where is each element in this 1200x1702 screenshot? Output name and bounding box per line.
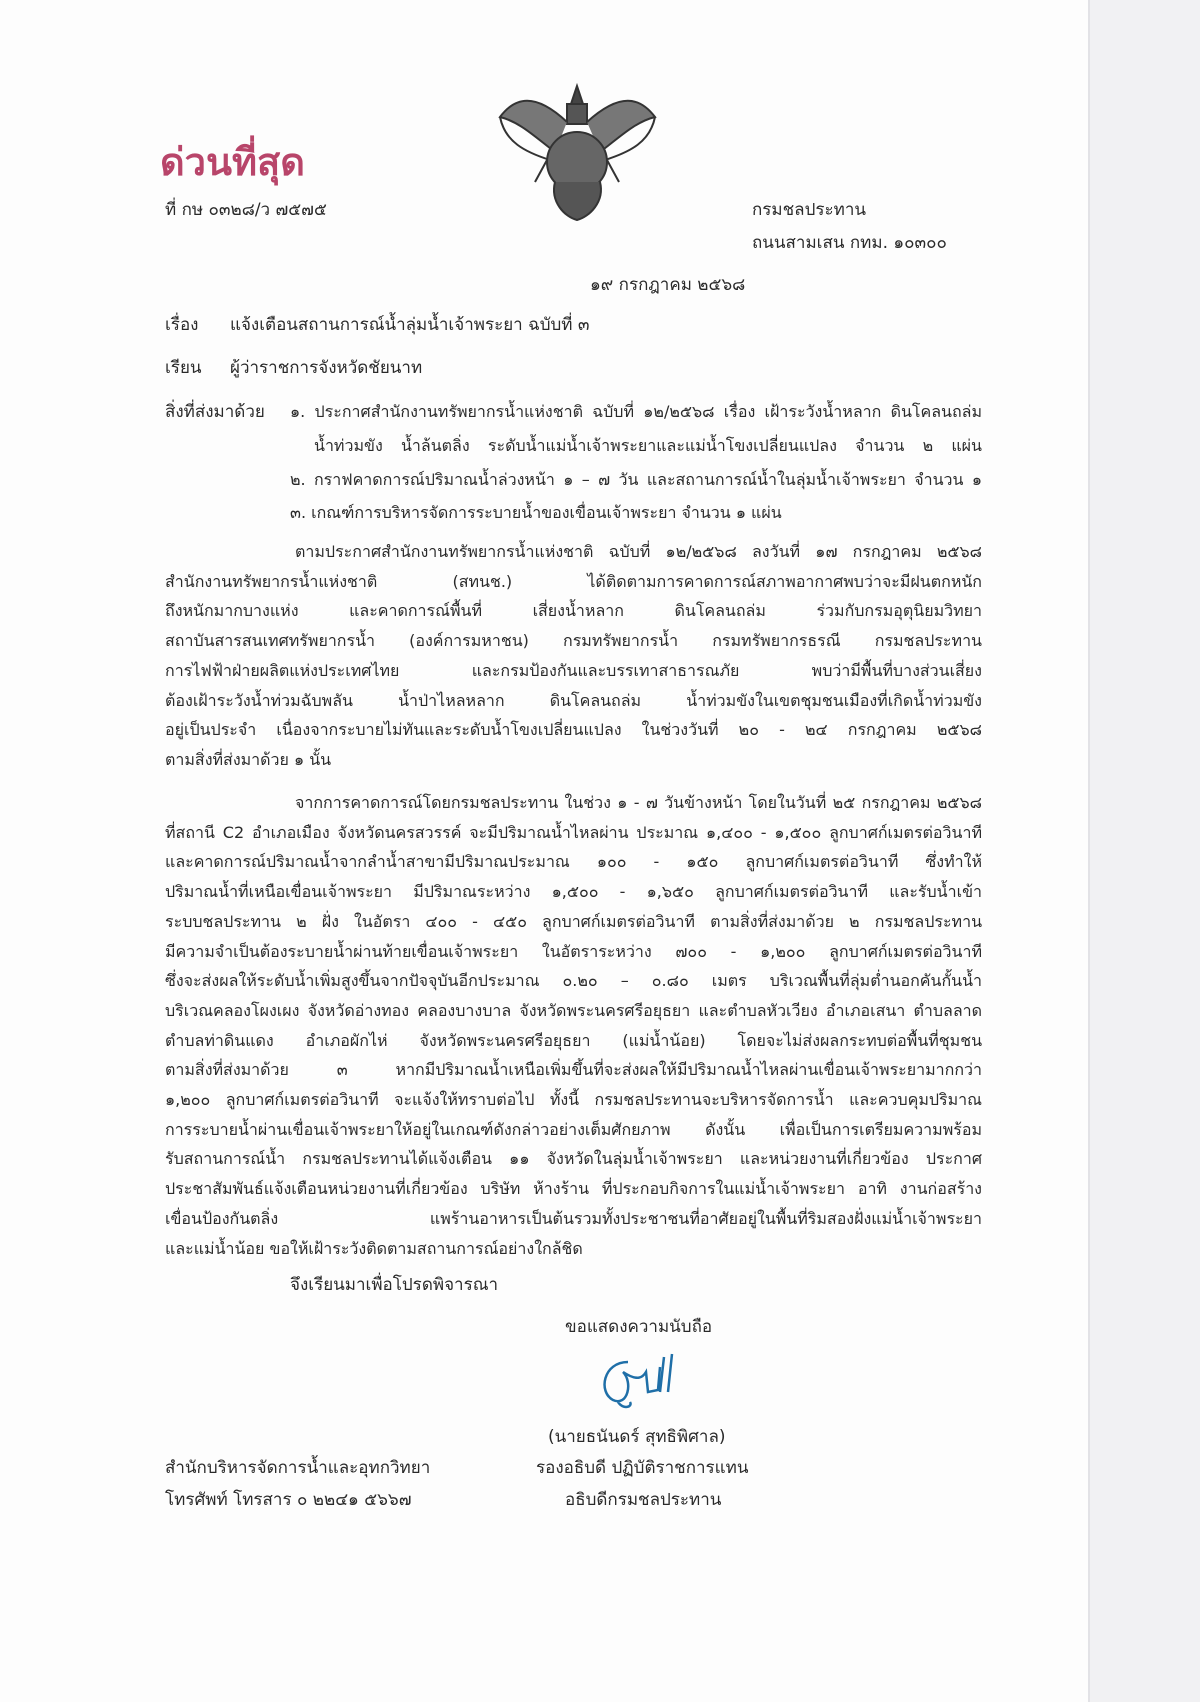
- signer-title-2: อธิบดีกรมชลประทาน: [565, 1490, 722, 1510]
- enclosure-item: ๒. กราฟคาดการณ์ปริมาณน้ำล่วงหน้า ๑ – ๗ วัน และสถานการณ์น้ำในลุ่มน้ำเจ้าพระยา จำนวน ๑: [290, 470, 982, 489]
- paragraph-line: ประชาสัมพันธ์แจ้งเตือนหน่วยงานที่เกี่ยวข้อง บริษัท ห้างร้าน ที่ประกอบกิจการในแม่น้ำเจ้าพระยา อาทิ งานก่อสร้าง: [165, 1179, 982, 1199]
- paragraph-line: ระบบชลประทาน ๒ ฝั่ง ในอัตรา ๔๐๐ - ๔๕๐ ลูกบาศก์เมตรต่อวินาที ตามสิ่งที่ส่งมาด้วย ๒ กรมชลประทาน: [165, 911, 982, 931]
- closing-request: จึงเรียนมาเพื่อโปรดพิจารณา: [290, 1275, 499, 1295]
- paragraph-line: ตามประกาศสำนักงานทรัพยากรน้ำแห่งชาติ ฉบับที่ ๑๒/๒๕๖๘ ลงวันที่ ๑๗ กรกฎาคม ๒๕๖๘: [295, 542, 982, 561]
- paragraph-line: และคาดการณ์ปริมาณน้ำจากลำน้ำสาขามีปริมาณประมาณ ๑๐๐ - ๑๕๐ ลูกบาศก์เมตรต่อวินาที ซึ่งทำให้: [165, 852, 982, 872]
- subject: แจ้งเตือนสถานการณ์น้ำลุ่มน้ำเจ้าพระยา ฉบับที่ ๓: [230, 315, 590, 335]
- paragraph-line: ที่สถานี C2 อำเภอเมือง จังหวัดนครสวรรค์ จะมีปริมาณน้ำไหลผ่าน ประมาณ ๑,๔๐๐ - ๑,๕๐๐ ลูกบาศก์เมตรต่อวินาที: [165, 822, 982, 842]
- paragraph-line: ซึ่งจะส่งผลให้ระดับน้ำเพิ่มสูงขึ้นจากปัจจุบันอีกประมาณ ๐.๒๐ – ๐.๘๐ เมตร บริเวณพื้นที่ลุ่มต่ำนอกคันกั้นน้ำ: [165, 971, 982, 991]
- office-phone: โทรศัพท์ โทรสาร ๐ ๒๒๔๑ ๕๖๖๗: [165, 1490, 412, 1510]
- paragraph-line: มีความจำเป็นต้องระบายน้ำผ่านท้ายเขื่อนเจ้าพระยา ในอัตราระหว่าง ๗๐๐ - ๑,๒๐๐ ลูกบาศก์เมตรต่อวินาที: [165, 941, 982, 961]
- enclosure-item: ๑. ประกาศสำนักงานทรัพยากรน้ำแห่งชาติ ฉบับที่ ๑๒/๒๕๖๘ เรื่อง เฝ้าระวังน้ำหลาก ดินโคลนถล่ม: [290, 402, 982, 421]
- paragraph-line: รับสถานการณ์น้ำ กรมชลประทานได้แจ้งเตือน ๑๑ จังหวัดในลุ่มน้ำเจ้าพระยา และหน่วยงานที่เกี่ยวข้อง ประกาศ: [165, 1149, 982, 1169]
- closing: ขอแสดงความนับถือ: [565, 1317, 713, 1337]
- page-edge: [1088, 0, 1200, 1702]
- paragraph-line: ตามสิ่งที่ส่งมาด้วย ๓ หากมีปริมาณน้ำเหนือเพิ่มขึ้นที่จะส่งผลให้มีปริมาณน้ำไหลผ่านเขื่อนเจ้าพระยามากกว่า: [165, 1060, 982, 1080]
- signature: [598, 1352, 678, 1412]
- paragraph-line: ๑,๒๐๐ ลูกบาศก์เมตรต่อวินาที จะแจ้งให้ทราบต่อไป ทั้งนี้ กรมชลประทานจะบริหารจัดการน้ำ และควบคุมปริมาณ: [165, 1090, 982, 1109]
- enclosure-item: ๓. เกณฑ์การบริหารจัดการระบายน้ำของเขื่อนเจ้าพระยา จำนวน ๑ แผ่น: [290, 503, 782, 522]
- subject-label: เรื่อง: [165, 315, 199, 335]
- signer-title: รองอธิบดี ปฏิบัติราชการแทน: [536, 1458, 749, 1478]
- paragraph-line: การระบายน้ำผ่านเขื่อนเจ้าพระยาให้อยู่ในเกณฑ์ดังกล่าวอย่างเต็มศักยภาพ ดังนั้น เพื่อเป็นการเตรียมความพร้อม: [165, 1119, 982, 1139]
- recipient: ผู้ว่าราชการจังหวัดชัยนาท: [230, 358, 423, 378]
- recipient-label: เรียน: [165, 358, 202, 378]
- signer-name: (นายธนันดร์ สุทธิพิศาล): [548, 1427, 726, 1447]
- enclosures-label: สิ่งที่ส่งมาด้วย: [165, 402, 265, 422]
- garuda-emblem-icon: [495, 82, 660, 224]
- enclosure-item: น้ำท่วมขัง น้ำล้นตลิ่ง ระดับน้ำแม่น้ำเจ้าพระยาและแม่น้ำโขงเปลี่ยนแปลง จำนวน ๒ แผ่น: [314, 436, 982, 455]
- sender-org: กรมชลประทาน: [752, 200, 867, 220]
- paragraph-line: ปริมาณน้ำที่เหนือเขื่อนเจ้าพระยา มีปริมาณระหว่าง ๑,๕๐๐ - ๑,๖๕๐ ลูกบาศก์เมตรต่อวินาที และรับน้ำเข้า: [165, 882, 982, 902]
- paragraph-line: จากการคาดการณ์โดยกรมชลประทาน ในช่วง ๑ - ๗ วันข้างหน้า โดยในวันที่ ๒๕ กรกฎาคม ๒๕๖๘: [295, 793, 982, 812]
- paragraph-line: ต้องเฝ้าระวังน้ำท่วมฉับพลัน น้ำป่าไหลหลาก ดินโคลนถล่ม น้ำท่วมขังในเขตชุมชนเมืองที่เกิดน้ำท่วมขัง: [165, 690, 982, 710]
- office-name: สำนักบริหารจัดการน้ำและอุทกวิทยา: [165, 1458, 431, 1478]
- paragraph-line: อยู่เป็นประจำ เนื่องจากระบายไม่ทันและระดับน้ำโขงเปลี่ยนแปลง ในช่วงวันที่ ๒๐ - ๒๔ กรกฎาคม ๒๕๖๘: [165, 720, 982, 740]
- paragraph-line: การไฟฟ้าฝ่ายผลิตแห่งประเทศไทย และกรมป้องกันและบรรเทาสาธารณภัย พบว่ามีพื้นที่บางส่วนเสี่ยง: [165, 660, 982, 680]
- paragraph-line: ตามสิ่งที่ส่งมาด้วย ๑ นั้น: [165, 749, 332, 769]
- paragraph-line: ตำบลท่าดินแดง อำเภอผักไห่ จังหวัดพระนครศรีอยุธยา (แม่น้ำน้อย) โดยจะไม่ส่งผลกระทบต่อพื้นที่ชุมชน: [165, 1030, 982, 1050]
- reference-number: ที่ กษ ๐๓๒๘/ว ๗๕๗๕: [165, 200, 327, 220]
- letter-date: ๑๙ กรกฎาคม ๒๕๖๘: [590, 275, 746, 295]
- paragraph-line: ถึงหนักมากบางแห่ง และคาดการณ์พื้นที่ เสี่ยงน้ำหลาก ดินโคลนถล่ม ร่วมกับกรมอุตุนิยมวิทยา: [165, 601, 982, 621]
- paragraph-line: สถาบันสารสนเทศทรัพยากรน้ำ (องค์การมหาชน) กรมทรัพยากรน้ำ กรมทรัพยากรธรณี กรมชลประทาน: [165, 631, 982, 651]
- paragraph-line: บริเวณคลองโผงเผง จังหวัดอ่างทอง คลองบางบาล จังหวัดพระนครศรีอยุธยา และตำบลหัวเวียง อำเภอเสนา ตำบลลาด: [165, 1000, 982, 1020]
- paragraph-line: และแม่น้ำน้อย ขอให้เฝ้าระวังติดตามสถานการณ์อย่างใกล้ชิด: [165, 1238, 583, 1258]
- paragraph-line: สำนักงานทรัพยากรน้ำแห่งชาติ (สทนช.) ได้ติดตามการคาดการณ์สภาพอากาศพบว่าจะมีฝนตกหนัก: [165, 571, 982, 591]
- urgency-label: ด่วนที่สุด: [160, 140, 305, 184]
- sender-address: ถนนสามเสน กทม. ๑๐๓๐๐: [752, 233, 947, 253]
- paragraph-line: เขื่อนป้องกันตลิ่ง แพร้านอาหารเป็นต้นรวมทั้งประชาชนที่อาศัยอยู่ในพื้นที่ริมสองฝั่งแม่น้ำเจ้าพระยา: [165, 1208, 982, 1228]
